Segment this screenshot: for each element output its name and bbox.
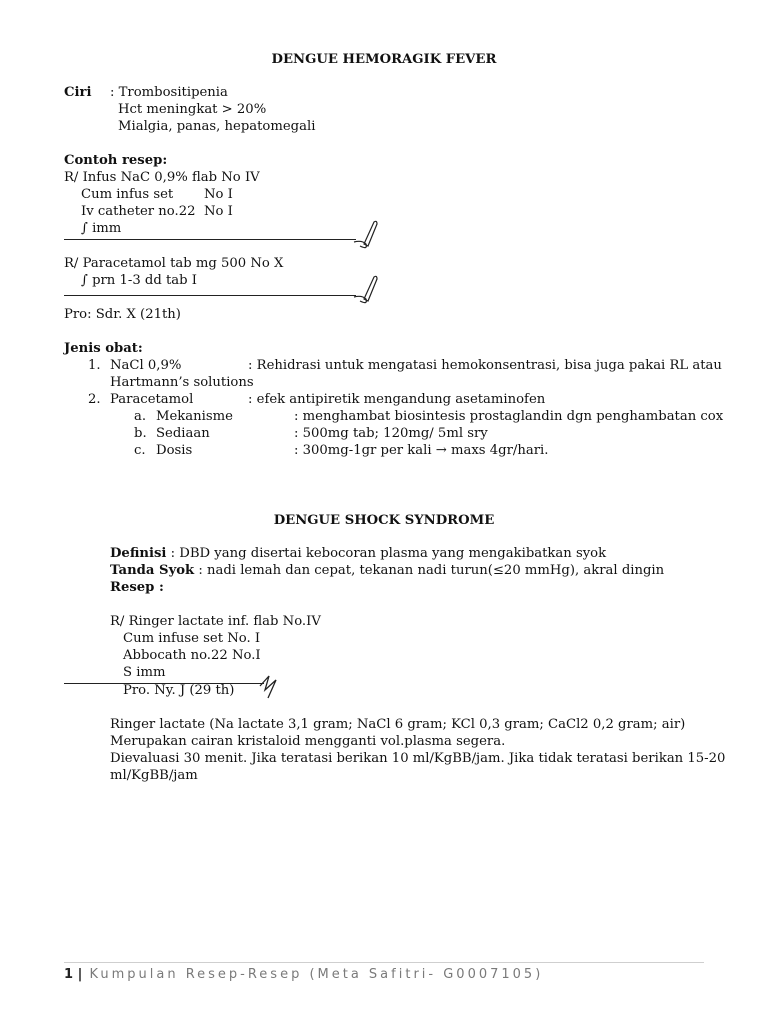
contoh-resep-label: Contoh resep:: [64, 153, 168, 168]
obat-name: NaCl 0,9%: [110, 358, 182, 373]
obat-desc-cont: Hartmann’s solutions: [110, 375, 254, 390]
definisi-text: : DBD yang disertai kebocoran plasma yang mengakibatkan syok: [166, 546, 607, 561]
dss-resep-patient: Pro. Ny. J (29 th): [123, 683, 235, 698]
obat-desc: : Rehidrasi untuk mengatasi hemokonsentrasi, bisa juga pakai RL atau: [248, 358, 722, 373]
sub-label: Dosis: [156, 443, 193, 458]
sub-label: Sediaan: [156, 426, 210, 441]
resep1-line-2-qty: No I: [204, 187, 233, 202]
definisi-label: Definisi: [110, 546, 167, 561]
dss-resep-line-1: R/ Ringer lactate inf. flab No.IV: [110, 614, 321, 629]
sub-letter: b.: [134, 426, 147, 441]
section-title-dhf: DENGUE HEMORAGIK FEVER: [271, 52, 497, 67]
sub-value: : menghambat biosintesis prostaglandin dgn penghambatan cox: [294, 409, 724, 424]
ciri-line-2: Hct meningkat > 20%: [118, 102, 267, 117]
patient-pro: Pro: Sdr. X (21th): [64, 307, 181, 322]
note-line-2: Merupakan cairan kristaloid mengganti vol.plasma segera.: [110, 734, 506, 749]
ciri-line-1: : Trombositipenia: [110, 85, 228, 100]
obat-number: 2.: [88, 392, 101, 407]
sub-label: Mekanisme: [156, 409, 233, 424]
obat-name: Paracetamol: [110, 392, 194, 407]
signature-flourish-icon: [350, 218, 382, 252]
dss-resep-line-2: Cum infuse set No. I: [123, 631, 261, 646]
resep-label: Resep :: [110, 580, 164, 595]
signature-flourish-icon: [256, 668, 282, 702]
sub-value: : 300mg-1gr per kali → maxs 4gr/hari.: [294, 443, 549, 458]
resep1-line-2: Cum infus set: [81, 187, 174, 202]
sub-letter: a.: [134, 409, 147, 424]
note-line-4: ml/KgBB/jam: [110, 768, 198, 783]
divider-line: [64, 295, 356, 296]
jenis-obat-label: Jenis obat:: [64, 341, 143, 356]
resep2-line-2: ∫ prn 1-3 dd tab I: [81, 273, 198, 288]
definisi-line: [110, 545, 606, 562]
obat-desc: : efek antipiretik mengandung asetaminofen: [248, 392, 546, 407]
resep1-line-3: Iv catheter no.22: [81, 204, 196, 219]
tanda-syok-label: Tanda Syok: [110, 563, 195, 578]
resep1-line-1: R/ Infus NaC 0,9% flab No IV: [64, 170, 260, 185]
obat-number: 1.: [88, 358, 101, 373]
sub-value: : 500mg tab; 120mg/ 5ml sry: [294, 426, 488, 441]
dss-resep-line-4: S imm: [123, 665, 166, 680]
resep2-line-1: R/ Paracetamol tab mg 500 No X: [64, 256, 284, 271]
note-line-1: Ringer lactate (Na lactate 3,1 gram; NaCl 6 gram; KCl 0,3 gram; CaCl2 0,2 gram; air): [110, 717, 686, 732]
ciri-line-3: Mialgia, panas, hepatomegali: [118, 119, 316, 134]
sub-letter: c.: [134, 443, 146, 458]
resep1-line-3-qty: No I: [204, 204, 233, 219]
signature-flourish-icon: [350, 273, 382, 307]
footer-text: Kumpulan Resep-Resep (Meta Safitri- G0007105): [89, 967, 544, 982]
page-number: 1 |: [64, 967, 83, 982]
tanda-syok-text: : nadi lemah dan cepat, tekanan nadi turun(≤20 mmHg), akral dingin: [194, 563, 665, 578]
resep1-line-4: ∫ imm: [81, 221, 122, 236]
note-line-3: Dievaluasi 30 menit. Jika teratasi berikan 10 ml/KgBB/jam. Jika tidak teratasi berikan 15-20: [110, 751, 726, 766]
section-title-dss: DENGUE SHOCK SYNDROME: [273, 513, 495, 528]
footer: [64, 966, 543, 983]
footer-divider: [64, 962, 704, 963]
ciri-label: Ciri: [64, 85, 92, 100]
dss-resep-line-3: Abbocath no.22 No.I: [123, 648, 261, 663]
tanda-syok-line: [110, 562, 664, 579]
divider-line: [64, 239, 356, 240]
